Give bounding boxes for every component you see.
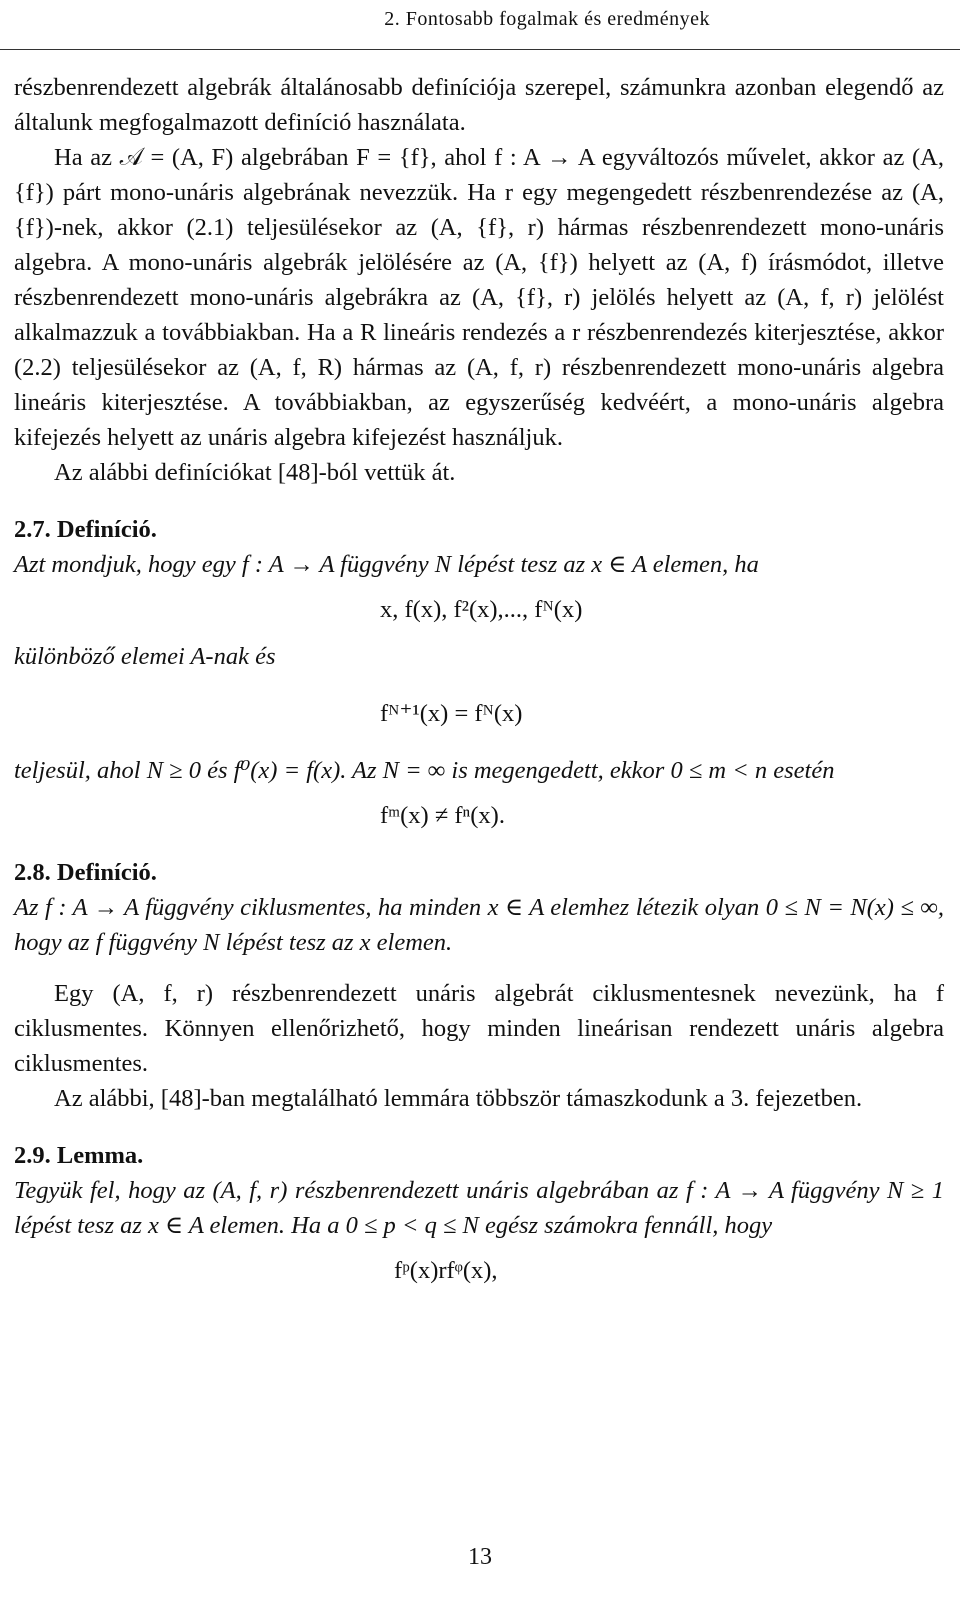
page-number: 13 bbox=[468, 1544, 492, 1570]
equation: fᴺ⁺¹(x) = fᴺ(x) bbox=[380, 700, 523, 727]
definition-text: teljesül, ahol N ≥ 0 és f⁰(x) = f(x). Az N = ∞ is megengedett, ekkor 0 ≤ m < n esetén bbox=[14, 757, 835, 784]
definition-2-8 bbox=[14, 855, 944, 960]
lemma-title: 2.9. Lemma. bbox=[14, 1142, 144, 1169]
equation: fᵐ(x) ≠ fⁿ(x). bbox=[380, 802, 505, 829]
lemma-text: Tegyük fel, hogy az (A, f, r) részbenrendezett unáris algebrában az f : A → A függvény N ≥ 1 lépést tesz az x ∈ A elemen. Ha a 0 ≤ p < q ≤ N egész számokra fennáll, hogy bbox=[14, 1177, 944, 1239]
definition-text: különböző elemei A-nak és bbox=[14, 643, 276, 670]
paragraph-mono-unary-definition: Ha az 𝒜 = (A, F) algebrában F = {f}, ahol f : A → A egyváltozós művelet, akkor az (A, {f}) párt mono-unáris algebrának nevezzük. Ha r egy megengedett részbenrendezése az (A, {f})-nek, akkor (2.1) teljesülésekor az (A, {f}, r) hármas részbenrendezett mono-unáris algebra. A mono-unáris algebrák jelölésére az (A, {f}) helyett az (A, f) írásmódot, illetve részbenrendezett mono-unáris algebrákra az (A, {f}, r) jelölés helyett az (A, f, r) jelölést alkalmazzuk a továbbiakban. Ha a R lineáris rendezés a r részbenrendezés kiterjesztése, akkor (2.2) teljesülésekor az (A, f, R) hármas az (A, f, r) részbenrendezett mono-unáris algebra lineáris kiterjesztése. A továbbiakban, az egyszerűség kedvéért, a mono-unáris algebra kifejezés helyett az unáris algebra kifejezést használjuk. bbox=[14, 144, 944, 451]
paragraph-source-note: Az alábbi definíciókat [48]-ból vettük át. bbox=[54, 459, 456, 486]
page-header bbox=[0, 0, 960, 50]
paragraph-continuation: részbenrendezett algebrák általánosabb definíciója szerepel, számunkra azonban elegendő az általunk megfogalmazott definíció használata. bbox=[14, 74, 944, 136]
paragraph-lemma-intro: Az alábbi, [48]-ban megtalálható lemmára többször támaszkodunk a 3. fejezetben. bbox=[54, 1085, 863, 1112]
running-head: 2. Fontosabb fogalmak és eredmények bbox=[384, 8, 710, 30]
paragraph-cycle-free: Egy (A, f, r) részbenrendezett unáris algebrát ciklusmentesnek nevezünk, ha f ciklusmentes. Könnyen ellenőrizhető, hogy minden lineárisan rendezett unáris algebra ciklusmentes. bbox=[14, 980, 944, 1077]
lemma-2-9 bbox=[14, 1138, 944, 1288]
definition-2-7 bbox=[14, 512, 944, 833]
definition-title: 2.8. Definíció. bbox=[14, 859, 157, 886]
equation: fᵖ(x)rfᵠ(x), bbox=[394, 1257, 498, 1284]
definition-text: Azt mondjuk, hogy egy f : A → A függvény N lépést tesz az x ∈ A elemen, ha bbox=[14, 551, 759, 578]
definition-text: Az f : A → A függvény ciklusmentes, ha minden x ∈ A elemhez létezik olyan 0 ≤ N = N(x) ≤ ∞, hogy az f függvény N lépést tesz az x elemen. bbox=[14, 894, 944, 956]
equation: x, f(x), f²(x),..., fᴺ(x) bbox=[380, 596, 583, 623]
definition-title: 2.7. Definíció. bbox=[14, 516, 157, 543]
page-body bbox=[14, 70, 944, 1300]
